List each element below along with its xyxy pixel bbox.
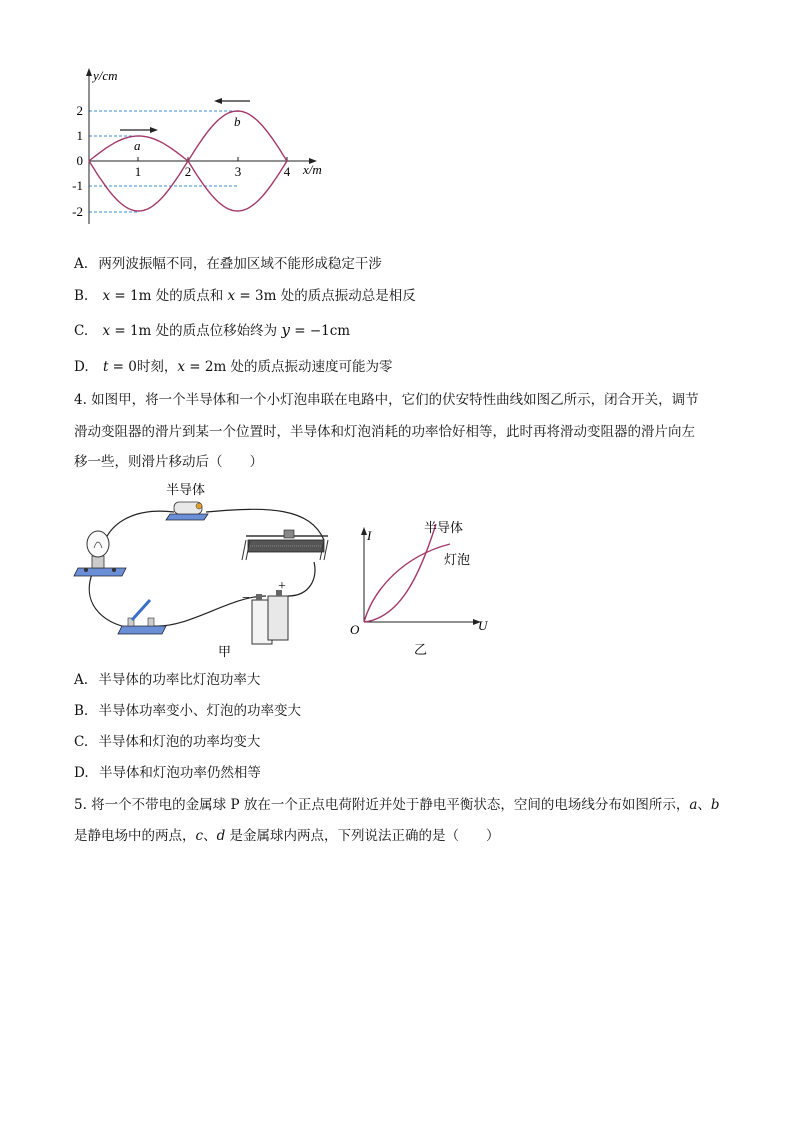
option-letter: D. [74, 765, 89, 781]
var-x2: x [227, 288, 236, 304]
q4-stem-line3: 移一些，则滑片移动后（ ） [74, 454, 263, 470]
option-text-2: = −1cm [289, 323, 351, 339]
y-tick-2: 2 [76, 103, 83, 118]
option-letter: A. [74, 256, 89, 272]
origin-label: O [350, 622, 360, 637]
switch-icon [118, 600, 166, 634]
q4-option-d[interactable] [74, 763, 261, 783]
y-axis-label: y/cm [93, 68, 118, 83]
q5-line2-sep: 、 [203, 828, 217, 844]
x-tick-3: 3 [234, 164, 242, 179]
option-text: 半导体的功率比灯泡功率大 [98, 672, 261, 688]
wire-top [100, 511, 174, 566]
q5-line2-post: 是金属球内两点，下列说法正确的是（ ） [225, 828, 500, 844]
option-text-2: = 2m 处的质点振动速度可能为零 [184, 359, 393, 375]
option-text: 半导体和灯泡的功率均变大 [98, 734, 261, 750]
lamp-icon [74, 531, 126, 576]
option-letter: A. [74, 672, 89, 688]
option-text: 半导体功率变小、灯泡的功率变大 [98, 703, 302, 719]
var-t: t [102, 359, 109, 375]
option-text-1: = 1m 处的质点和 [110, 288, 228, 304]
option-letter: B. [74, 703, 89, 719]
option-text-1: = 0时刻， [108, 359, 178, 375]
wave-a-arrow-icon [120, 127, 158, 133]
x-tick-1: 1 [134, 164, 142, 179]
rheostat-icon [242, 530, 328, 560]
x-tick-4: 4 [283, 164, 291, 179]
var-y: y [281, 321, 290, 339]
q5-stem-line1 [74, 795, 720, 815]
battery-icon [252, 590, 288, 644]
wave-a-label: a [134, 138, 141, 153]
battery-minus-label: − [242, 591, 250, 606]
option-letter: B. [74, 288, 89, 304]
wire-right [288, 562, 315, 596]
y-axis-arrow [86, 68, 92, 76]
point-a: a [689, 797, 698, 813]
q4-option-b[interactable] [74, 701, 301, 721]
point-b: b [710, 797, 720, 813]
wave-b-label: b [234, 114, 241, 129]
circuit-diagram [70, 478, 350, 658]
semiconductor-icon [166, 502, 208, 520]
option-text-1: = 1m 处的质点位移始终为 [110, 323, 282, 339]
point-c: c [195, 828, 204, 844]
q3-option-d[interactable] [74, 357, 393, 377]
var-x: x [102, 323, 111, 339]
q3-option-a[interactable] [74, 254, 382, 274]
iu-graph [344, 518, 504, 658]
q4-stem-line1: 4. 如图甲，将一个半导体和一个小灯泡串联在电路中，它们的伏安特性曲线如图乙所示，闭合开关，调节 [74, 392, 699, 408]
semiconductor-curve-label: 半导体 [424, 520, 464, 535]
i-axis-label: I [367, 528, 372, 543]
option-text: 两列波振幅不同，在叠加区域不能形成稳定干涉 [98, 256, 382, 272]
option-letter: C. [74, 734, 89, 750]
q4-stem-line2: 滑动变阻器的滑片到某一个位置时，半导体和灯泡消耗的功率恰好相等，此时再将滑动变阻器的滑片向左 [74, 424, 695, 440]
q3-option-c[interactable] [74, 320, 350, 341]
var-x: x [102, 288, 111, 304]
q5-line2-pre: 是静电场中的两点， [74, 828, 196, 844]
lamp-curve [364, 544, 450, 622]
option-letter: C. [74, 323, 89, 339]
y-tick-1: 1 [76, 128, 83, 143]
y-tick-m1: -1 [72, 178, 83, 193]
q5-line1-text: 5. 将一个不带电的金属球 P 放在一个正点电荷附近并处于静电平衡状态，空间的电场线分布如图所示， [74, 797, 690, 813]
q5-line1-sep: 、 [697, 797, 711, 813]
x-tick-2: 2 [184, 164, 192, 179]
y-tick-m2: -2 [72, 204, 83, 219]
y-tick-0: 0 [76, 153, 83, 168]
wave-b-arrow-icon [214, 98, 250, 104]
battery-plus-label: + [278, 579, 286, 594]
option-text-2: = 3m 处的质点振动总是相反 [235, 288, 416, 304]
q3-option-b[interactable] [74, 286, 416, 306]
point-d: d [216, 828, 226, 844]
q4-option-c[interactable] [74, 732, 260, 752]
semiconductor-curve [364, 524, 436, 622]
var-x: x [177, 359, 185, 375]
option-letter: D. [74, 359, 89, 375]
lamp-curve-label: 灯泡 [444, 552, 471, 567]
x-axis-label: x/m [303, 162, 322, 177]
wire-left [89, 574, 132, 628]
u-axis-label: U [478, 618, 488, 633]
iu-graph-caption: 乙 [414, 642, 428, 657]
wave-graph [60, 64, 350, 244]
q4-option-a[interactable] [74, 670, 260, 690]
q5-stem-line2 [74, 826, 500, 846]
semiconductor-label: 半导体 [166, 482, 206, 497]
option-text: 半导体和灯泡功率仍然相等 [98, 765, 261, 781]
circuit-caption: 甲 [218, 644, 232, 658]
